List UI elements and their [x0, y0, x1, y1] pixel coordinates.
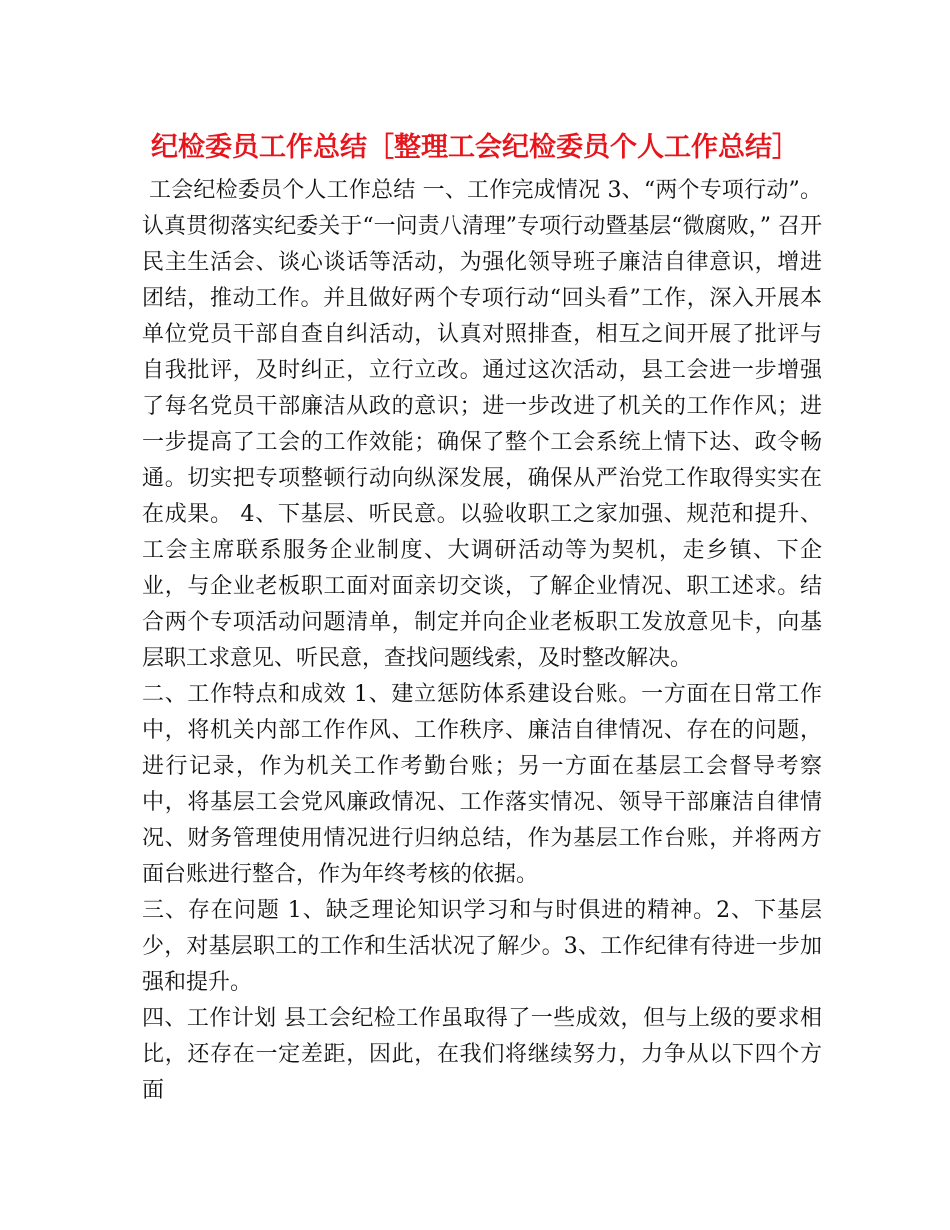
document-body [142, 173, 822, 1109]
paragraph-work-features: 二、工作特点和成效 1、建立惩防体系建设台账。一方面在日常工作中，将机关内部工作作风、工作秩序、廉洁自律情况、存在的问题，进行记录，作为机关工作考勤台账；另一方面在基层工会督导考察中，将基层工会党风廉政情况、工作落实情况、领导干部廉洁自律情况、财务管理使用情况进行归纳总结，作为基层工作台账，并将两方面台账进行整合，作为年终考核的依据。 [142, 682, 822, 887]
paragraph-work-plan: 四、工作计划 县工会纪检工作虽取得了一些成效，但与上级的要求相比，还存在一定差距，因此，在我们将继续努力，力争从以下四个方面 [142, 1006, 822, 1103]
paragraph-work-completion: 工会纪检委员个人工作总结 一、工作完成情况 3、“两个专项行动”。认真贯彻落实纪委关于“一问责八清理”专项行动暨基层“微腐败，” 召开民主生活会、谈心谈话等活动，为强化领导班子廉洁自律意识，增进团结，推动工作。并且做好两个专项行动“回头看”工作，深入开展本单位党员干部自查自纠活动，认真对照排查，相互之间开展了批评与自我批评，及时纠正，立行立改。通过这次活动，县工会进一步增强了每名党员干部廉洁从政的意识；进一步改进了机关的工作作风；进一步提高了工会的工作效能；确保了整个工会系统上情下达、政令畅通。切实把专项整顿行动向纵深发展，确保从严治党工作取得实实在在成果。 4、下基层、听民意。以验收职工之家加强、规范和提升、工会主席联系服务企业制度、大调研活动等为契机，走乡镇、下企业，与企业老板职工面对面亲切交谈，了解企业情况、职工述求。结合两个专项活动问题清单，制定并向企业老板职工发放意见卡，向基层职工求意见、听民意，查找问题线索，及时整改解决。 [142, 178, 822, 671]
paragraph-existing-problems: 三、存在问题 1、缺乏理论知识学习和与时俱进的精神。2、下基层少，对基层职工的工作和生活状况了解少。3、工作纪律有待进一步加强和提升。 [142, 898, 822, 995]
document-title: 纪检委员工作总结［整理工会纪检委员个人工作总结］ [151, 132, 799, 163]
